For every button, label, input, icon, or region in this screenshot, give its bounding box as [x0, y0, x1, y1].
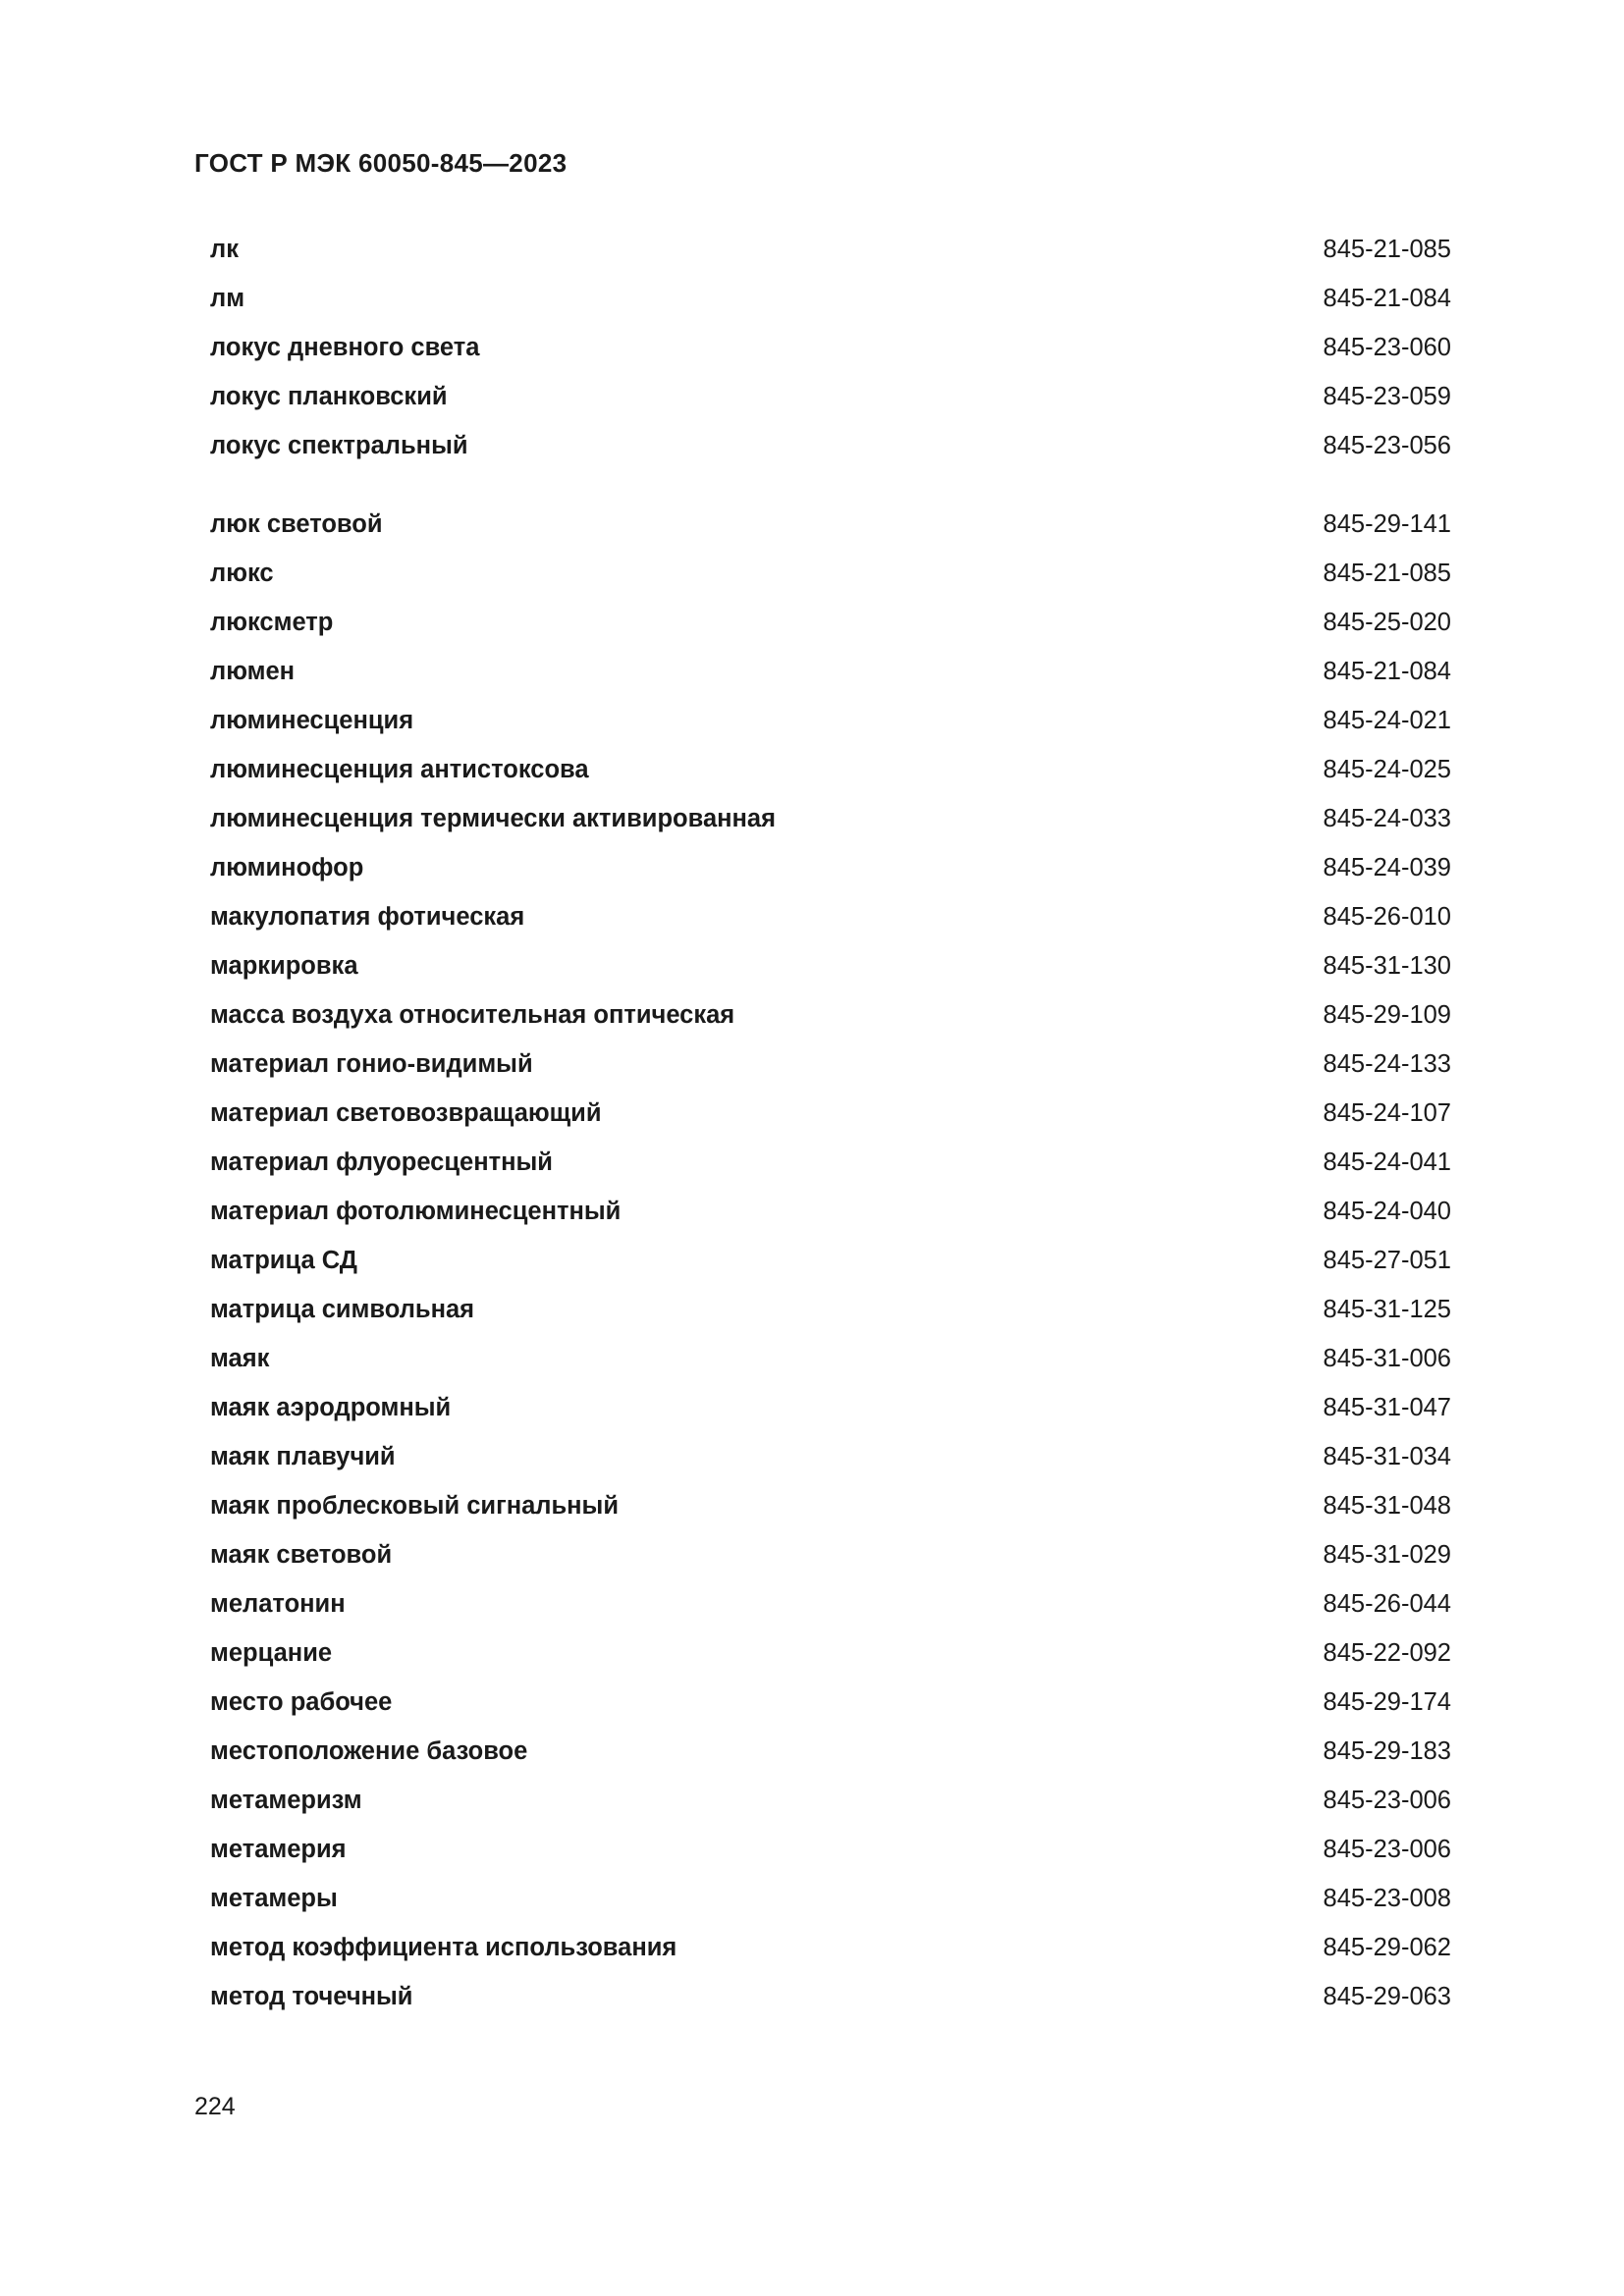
index-entry: [210, 432, 1451, 481]
index-entry: [210, 383, 1451, 432]
index-reference: 845-31-047: [1323, 1394, 1451, 1421]
index-reference: 845-24-041: [1323, 1148, 1451, 1176]
index-entry: [210, 609, 1451, 658]
index-entry: [210, 1050, 1451, 1099]
index-entry: [210, 510, 1451, 560]
index-term: локус дневного света: [210, 334, 480, 361]
index-reference: 845-23-059: [1323, 383, 1451, 410]
index-reference: 845-23-006: [1323, 1787, 1451, 1814]
index-term: локус планковский: [210, 383, 448, 410]
index-term: масса воздуха относительная оптическая: [210, 1001, 735, 1029]
index-term: метамерия: [210, 1836, 347, 1863]
index-term: люксметр: [210, 609, 334, 636]
index-entry: [210, 1737, 1451, 1787]
index-reference: 845-23-056: [1323, 432, 1451, 459]
index-entry: [210, 854, 1451, 903]
index-entry: [210, 1934, 1451, 1983]
index-entry: [210, 1836, 1451, 1885]
index-entry: [210, 285, 1451, 334]
index-term: люкс: [210, 560, 274, 587]
index-reference: 845-29-174: [1323, 1688, 1451, 1716]
index-entry: [210, 1345, 1451, 1394]
index-reference: 845-26-044: [1323, 1590, 1451, 1618]
index-term: мерцание: [210, 1639, 333, 1667]
index-term: метод коэффициента использования: [210, 1934, 677, 1961]
index-term: лк: [210, 236, 239, 263]
index-reference: 845-29-062: [1323, 1934, 1451, 1961]
index-entry: [210, 560, 1451, 609]
term-index: [210, 236, 1451, 2032]
index-reference: 845-29-183: [1323, 1737, 1451, 1765]
index-entry: [210, 756, 1451, 805]
index-term: люмен: [210, 658, 296, 685]
index-reference: 845-31-130: [1323, 952, 1451, 980]
index-reference: 845-29-141: [1323, 510, 1451, 538]
index-entry: [210, 1148, 1451, 1198]
index-term: матрица СД: [210, 1247, 357, 1274]
index-reference: 845-24-021: [1323, 707, 1451, 734]
index-entry: [210, 1443, 1451, 1492]
index-reference: 845-29-063: [1323, 1983, 1451, 2010]
index-term: маркировка: [210, 952, 358, 980]
index-entry: [210, 1590, 1451, 1639]
index-term: материал световозвращающий: [210, 1099, 602, 1127]
index-term: маяк плавучий: [210, 1443, 396, 1470]
index-term: маяк аэродромный: [210, 1394, 452, 1421]
index-reference: 845-24-039: [1323, 854, 1451, 881]
index-entry: [210, 1885, 1451, 1934]
index-entry: [210, 1688, 1451, 1737]
index-entry: [210, 1492, 1451, 1541]
index-reference: 845-24-133: [1323, 1050, 1451, 1078]
index-term: метод точечный: [210, 1983, 413, 2010]
index-term: люк световой: [210, 510, 383, 538]
index-entry: [210, 707, 1451, 756]
index-term: макулопатия фотическая: [210, 903, 525, 931]
document-header: ГОСТ Р МЭК 60050-845—2023: [194, 148, 568, 178]
index-reference: 845-21-085: [1323, 236, 1451, 263]
index-group: [210, 510, 1451, 2032]
index-reference: 845-31-034: [1323, 1443, 1451, 1470]
index-reference: 845-23-008: [1323, 1885, 1451, 1912]
index-reference: 845-24-107: [1323, 1099, 1451, 1127]
index-reference: 845-22-092: [1323, 1639, 1451, 1667]
index-term: маяк: [210, 1345, 270, 1372]
index-term: место рабочее: [210, 1688, 393, 1716]
index-reference: 845-31-006: [1323, 1345, 1451, 1372]
index-reference: 845-21-085: [1323, 560, 1451, 587]
index-reference: 845-23-006: [1323, 1836, 1451, 1863]
index-entry: [210, 1099, 1451, 1148]
index-entry: [210, 658, 1451, 707]
page-number: 224: [194, 2093, 236, 2120]
index-entry: [210, 1639, 1451, 1688]
index-reference: 845-21-084: [1323, 658, 1451, 685]
index-reference: 845-31-125: [1323, 1296, 1451, 1323]
index-term: люминесценция термически активированная: [210, 805, 776, 832]
index-entry: [210, 805, 1451, 854]
index-entry: [210, 1394, 1451, 1443]
index-term: локус спектральный: [210, 432, 468, 459]
index-entry: [210, 1001, 1451, 1050]
index-term: местоположение базовое: [210, 1737, 528, 1765]
index-term: материал флуоресцентный: [210, 1148, 553, 1176]
index-term: лм: [210, 285, 245, 312]
index-reference: 845-21-084: [1323, 285, 1451, 312]
index-term: метамеризм: [210, 1787, 362, 1814]
index-entry: [210, 1296, 1451, 1345]
index-entry: [210, 1541, 1451, 1590]
index-term: матрица символьная: [210, 1296, 475, 1323]
index-term: люминофор: [210, 854, 364, 881]
index-reference: 845-23-060: [1323, 334, 1451, 361]
index-entry: [210, 952, 1451, 1001]
index-reference: 845-25-020: [1323, 609, 1451, 636]
index-reference: 845-27-051: [1323, 1247, 1451, 1274]
index-reference: 845-24-033: [1323, 805, 1451, 832]
index-entry: [210, 334, 1451, 383]
index-entry: [210, 1787, 1451, 1836]
index-term: маяк световой: [210, 1541, 393, 1569]
index-term: люминесценция антистоксова: [210, 756, 589, 783]
index-term: люминесценция: [210, 707, 414, 734]
index-term: материал фотолюминесцентный: [210, 1198, 622, 1225]
index-reference: 845-24-025: [1323, 756, 1451, 783]
index-reference: 845-26-010: [1323, 903, 1451, 931]
index-term: мелатонин: [210, 1590, 346, 1618]
index-entry: [210, 1247, 1451, 1296]
index-group: [210, 236, 1451, 481]
index-reference: 845-29-109: [1323, 1001, 1451, 1029]
index-entry: [210, 236, 1451, 285]
index-reference: 845-24-040: [1323, 1198, 1451, 1225]
index-term: маяк проблесковый сигнальный: [210, 1492, 620, 1520]
index-reference: 845-31-048: [1323, 1492, 1451, 1520]
index-term: материал гонио-видимый: [210, 1050, 533, 1078]
index-term: метамеры: [210, 1885, 338, 1912]
index-reference: 845-31-029: [1323, 1541, 1451, 1569]
index-entry: [210, 1198, 1451, 1247]
index-entry: [210, 1983, 1451, 2032]
index-entry: [210, 903, 1451, 952]
